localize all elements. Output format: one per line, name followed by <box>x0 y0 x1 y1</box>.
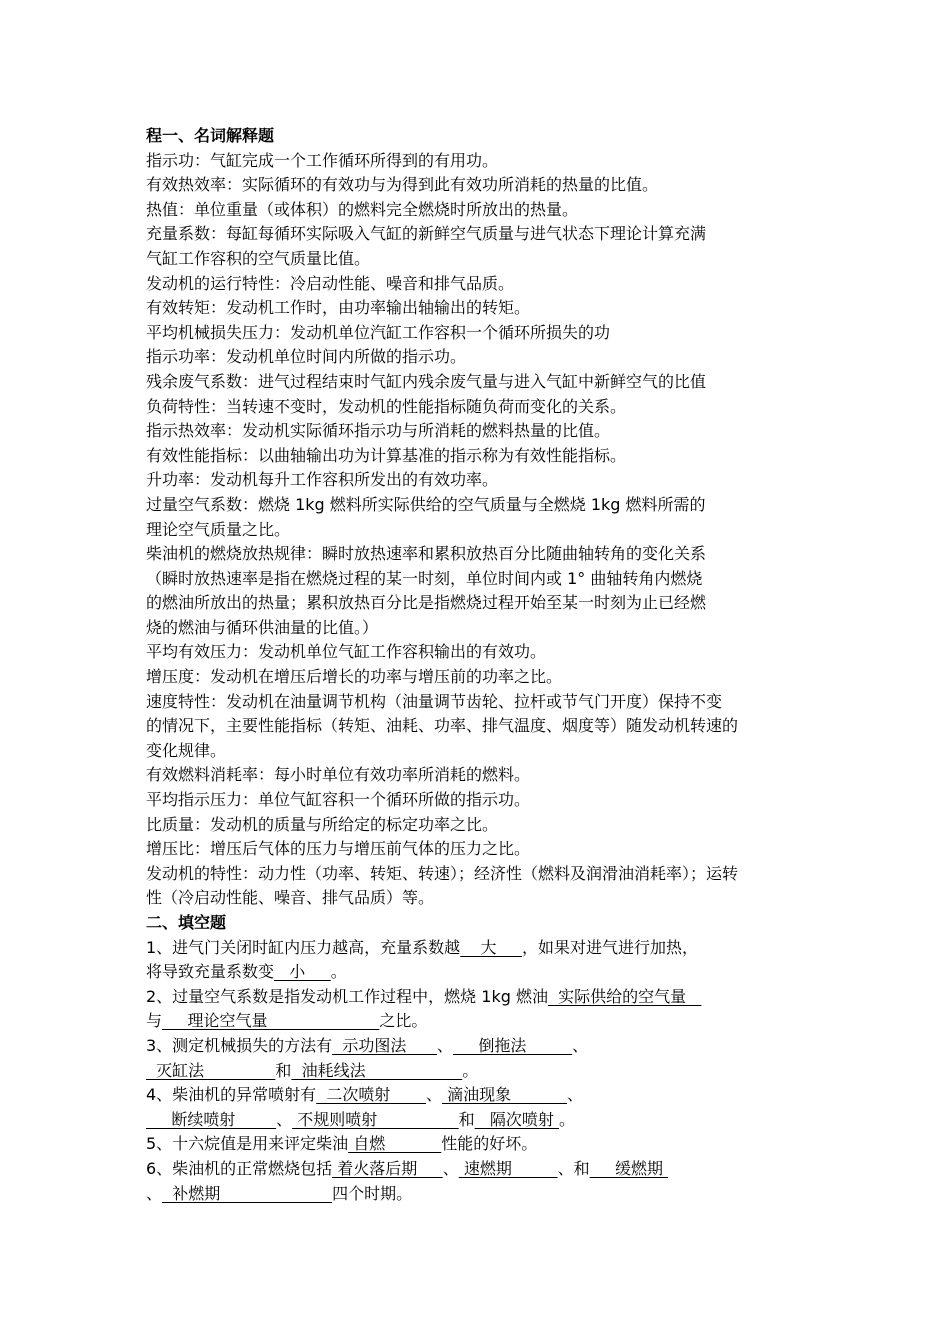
question-text: 、 <box>425 1085 442 1105</box>
definition-line: 气缸工作容积的空气质量比值。 <box>146 248 371 268</box>
answer-blank: 实际供给的空气量 <box>547 986 702 1006</box>
definition-line: 比质量：发动机的质量与所给定的标定功率之比。 <box>146 814 499 834</box>
definition-line: 柴油机的燃烧放热规律：瞬时放热速率和累积放热百分比随曲轴转角的变化关系 <box>146 544 707 564</box>
definition-line: 增压比：增压后气体的压力与增压前气体的压力之比。 <box>146 839 531 859</box>
answer-blank: 理论空气量 <box>162 1011 380 1031</box>
definitions-list <box>146 149 816 911</box>
answer-blank: 补燃期 <box>162 1183 333 1203</box>
answer-blank: 灭缸法 <box>146 1060 276 1080</box>
question-text: 与 <box>146 1011 163 1031</box>
section-heading-fill-blanks: 二、填空题 <box>146 913 227 932</box>
question-4-line-2 <box>146 1108 816 1133</box>
definition-line: （瞬时放热速率是指在燃烧过程的某一时刻，单位时间内或 1° 曲轴转角内燃烧 <box>146 568 703 588</box>
question-text: 、 <box>567 1085 584 1105</box>
answer-blank: 缓燃期 <box>589 1158 669 1178</box>
question-6-line-1 <box>146 1157 816 1182</box>
definition-line: 平均机械损失压力：发动机单位汽缸工作容积一个循环所损失的功 <box>146 322 611 342</box>
definition-line: 残余废气系数：进气过程结束时气缸内残余废气量与进入气缸中新鲜空气的比值 <box>146 371 707 391</box>
question-text: 3、测定机械损失的方法有 <box>146 1035 333 1055</box>
definition-line: 有效热效率：实际循环的有效功与为得到此有效功所消耗的热量的比值。 <box>146 175 659 195</box>
definition-line: 充量系数：每缸每循环实际吸入气缸的新鲜空气质量与进气状态下理论计算充满 <box>146 224 707 244</box>
definition-line: 性（冷启动性能、噪音、排气品质）等。 <box>146 888 435 908</box>
question-text: 4、柴油机的异常喷射有 <box>146 1085 317 1105</box>
definition-line: 有效性能指标：以曲轴输出功为计算基准的指示称为有效性能指标。 <box>146 445 627 465</box>
definition-line: 热值：单位重量（或体积）的燃料完全燃烧时所放出的热量。 <box>146 199 579 219</box>
definition-line: 有效转矩：发动机工作时，由功率输出轴输出的转矩。 <box>146 298 531 318</box>
answer-blank: 倒拖法 <box>452 1035 573 1055</box>
question-text: ，如果对进气进行加热， <box>521 937 698 957</box>
question-text: 和 <box>458 1109 475 1129</box>
answer-blank: 大 <box>460 937 522 957</box>
question-4-line-1 <box>146 1083 816 1108</box>
question-1-line-1 <box>146 936 816 961</box>
question-2-line-2 <box>146 1009 816 1034</box>
answer-blank: 不规则喷射 <box>292 1109 459 1129</box>
question-text: 、 <box>442 1158 459 1178</box>
question-text: 、 <box>436 1035 453 1055</box>
definition-line: 的情况下，主要性能指标（转矩、油耗、功率、排气温度、烟度等）随发动机转速的 <box>146 716 739 736</box>
question-text: 性能的好坏。 <box>441 1134 538 1154</box>
question-3-line-1 <box>146 1034 816 1059</box>
definition-line: 平均有效压力：发动机单位气缸工作容积输出的有效功。 <box>146 642 547 662</box>
question-text: 6、柴油机的正常燃烧包括 <box>146 1158 333 1178</box>
question-text: 。 <box>330 962 347 982</box>
definition-line: 发动机的特性：动力性（功率、转矩、转速）；经济性（燃料及润滑油消耗率）；运转 <box>146 863 739 883</box>
answer-blank: 速燃期 <box>458 1158 558 1178</box>
question-1-line-2 <box>146 960 816 985</box>
question-text: 将导致充量系数变 <box>146 962 275 982</box>
document-page <box>146 124 816 1206</box>
definition-line: 指示热效率：发动机实际循环指示功与所消耗的燃料热量的比值。 <box>146 421 611 441</box>
question-text: 1、进气门关闭时缸内压力越高，充量系数越 <box>146 937 461 957</box>
question-6-line-2 <box>146 1182 816 1207</box>
question-text: 、 <box>146 1183 163 1203</box>
answer-blank: 滴油现象 <box>441 1085 568 1105</box>
definition-line: 升功率：发动机每升工作容积所发出的有效功率。 <box>146 470 499 490</box>
definition-line: 负荷特性：当转速不变时，发动机的性能指标随负荷而变化的关系。 <box>146 396 627 416</box>
question-5-line-1 <box>146 1132 816 1157</box>
question-text: 四个时期。 <box>332 1183 413 1203</box>
definition-line: 的燃油所放出的热量；累积放热百分比是指燃烧过程开始至某一时刻为止已经燃 <box>146 593 707 613</box>
answer-blank: 二次喷射 <box>316 1085 426 1105</box>
definition-line: 理论空气质量之比。 <box>146 519 291 539</box>
answer-blank: 着火落后期 <box>332 1158 443 1178</box>
question-text: 、 <box>276 1109 293 1129</box>
question-text: 、和 <box>557 1158 590 1178</box>
definition-line: 有效燃料消耗率：每小时单位有效功率所消耗的燃料。 <box>146 765 531 785</box>
question-text: 之比。 <box>379 1011 428 1031</box>
question-text: 2、过量空气系数是指发动机工作过程中，燃烧 1kg 燃油 <box>146 986 548 1006</box>
answer-blank: 油耗线法 <box>291 1060 463 1080</box>
answer-blank: 隔次喷射 <box>474 1109 559 1129</box>
definition-line: 增压度：发动机在增压后增长的功率与增压前的功率之比。 <box>146 667 563 687</box>
definition-line: 变化规律。 <box>146 740 227 760</box>
definition-line: 指示功率：发动机单位时间内所做的指示功。 <box>146 347 467 367</box>
question-text: 。 <box>558 1109 575 1129</box>
answer-blank: 小 <box>274 962 331 982</box>
section-heading-definitions: 程一、名词解释题 <box>146 126 275 145</box>
definition-line: 平均指示压力：单位气缸容积一个循环所做的指示功。 <box>146 790 531 810</box>
question-text: 、 <box>572 1035 589 1055</box>
question-text: 和 <box>275 1060 292 1080</box>
definition-line: 发动机的运行特性：冷启动性能、噪音和排气品质。 <box>146 273 515 293</box>
question-text: 5、十六烷值是用来评定柴油 <box>146 1134 349 1154</box>
answer-blank: 示功图法 <box>332 1035 437 1055</box>
question-text: 。 <box>462 1060 479 1080</box>
answer-blank: 断续喷射 <box>146 1109 277 1129</box>
definition-line: 指示功：气缸完成一个工作循环所得到的有用功。 <box>146 150 499 170</box>
question-3-line-2 <box>146 1059 816 1084</box>
definition-line: 速度特性：发动机在油量调节机构（油量调节齿轮、拉杆或节气门开度）保持不变 <box>146 691 723 711</box>
definition-line: 过量空气系数：燃烧 1kg 燃料所实际供给的空气质量与全燃烧 1kg 燃料所需的 <box>146 494 706 514</box>
definition-line: 烧的燃油与循环供油量的比值。） <box>146 617 379 637</box>
answer-blank: 自燃 <box>348 1134 442 1154</box>
question-2-line-1 <box>146 985 816 1010</box>
